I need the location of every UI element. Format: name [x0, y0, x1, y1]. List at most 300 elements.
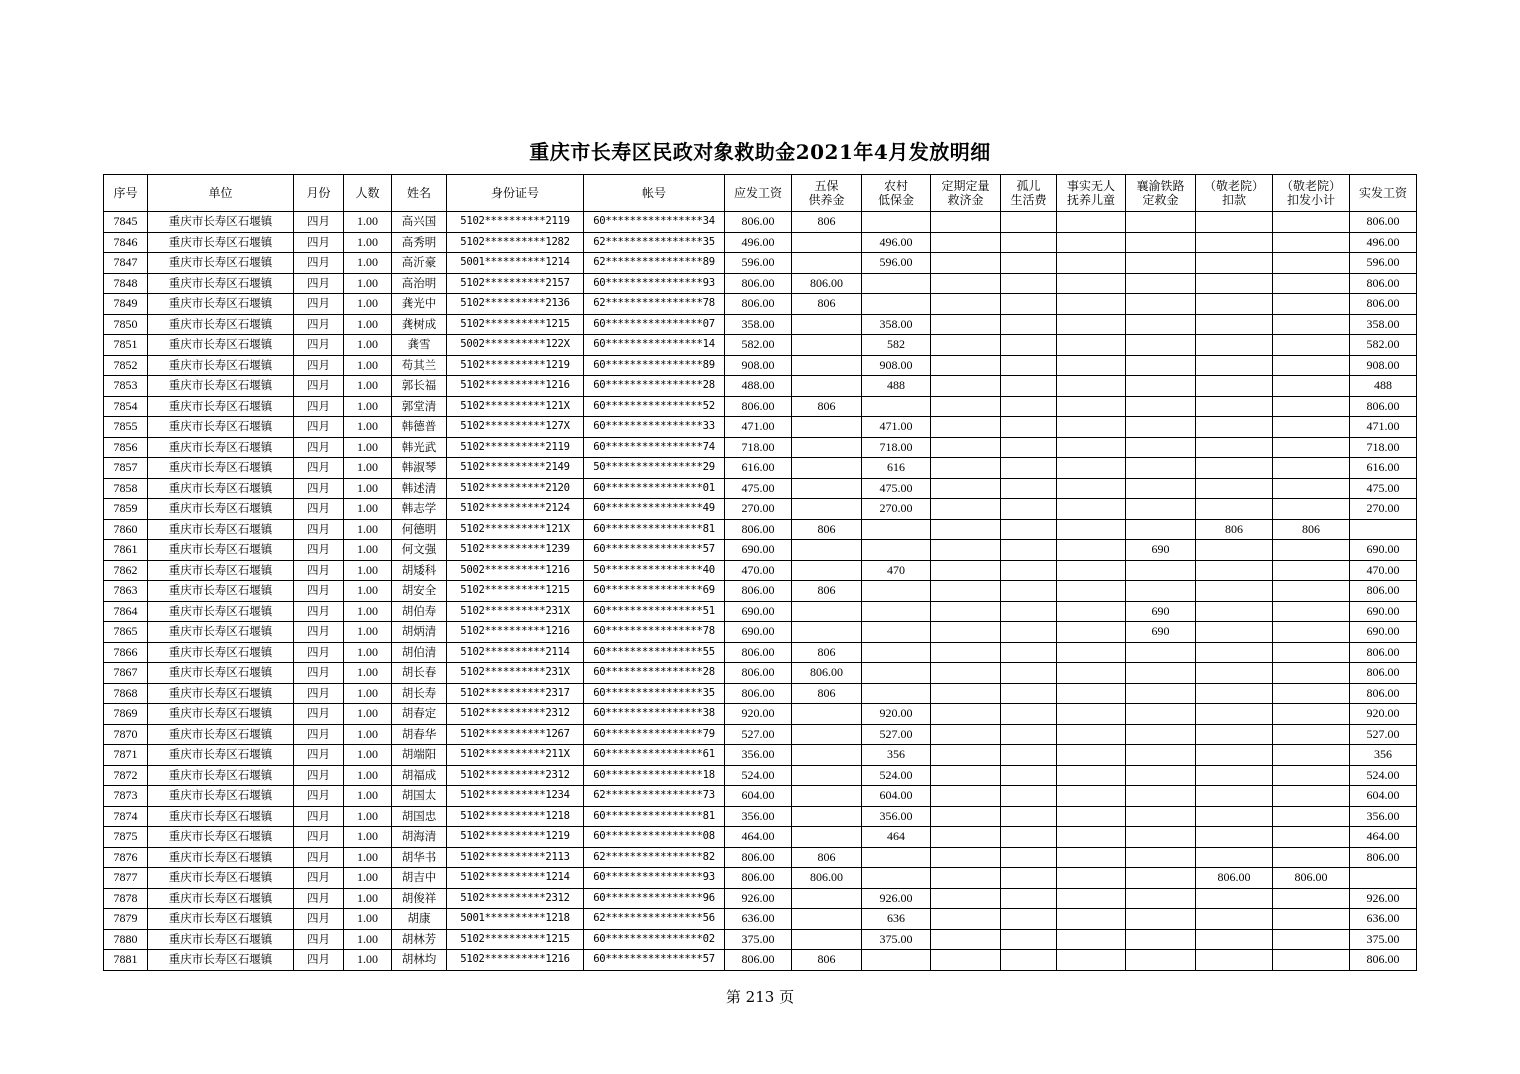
table-cell: 488	[862, 376, 931, 397]
table-cell: 1.00	[344, 847, 392, 868]
table-cell	[1273, 827, 1350, 848]
table-cell	[862, 212, 931, 233]
column-header	[584, 175, 725, 212]
table-cell: 胡国太	[392, 786, 447, 807]
table-cell: 重庆市长寿区石堰镇	[148, 499, 294, 520]
table-row	[104, 806, 1417, 827]
table-cell: 胡端阳	[392, 745, 447, 766]
column-header-line1: 襄渝铁路	[1136, 179, 1185, 193]
table-cell	[1126, 519, 1196, 540]
table-row	[104, 273, 1417, 294]
table-cell	[1057, 888, 1126, 909]
column-header	[1196, 175, 1273, 212]
table-row	[104, 704, 1417, 725]
table-row	[104, 540, 1417, 561]
table-cell	[862, 642, 931, 663]
table-cell	[1126, 847, 1196, 868]
table-cell	[1126, 683, 1196, 704]
table-cell: 1.00	[344, 376, 392, 397]
table-cell: 926.00	[725, 888, 792, 909]
table-cell: 471.00	[1350, 417, 1417, 438]
table-cell	[931, 683, 1001, 704]
column-header	[1057, 175, 1126, 212]
table-cell	[1273, 212, 1350, 233]
table-cell: 高秀明	[392, 232, 447, 253]
table-cell: 7879	[104, 909, 148, 930]
table-cell	[931, 704, 1001, 725]
table-cell: 5102**********1219	[447, 355, 584, 376]
table-cell: 四月	[294, 376, 344, 397]
table-cell: 7876	[104, 847, 148, 868]
column-header-line1: 五保	[814, 179, 839, 193]
table-cell	[1196, 376, 1273, 397]
table-cell: 464	[862, 827, 931, 848]
table-cell: 5102**********231X	[447, 601, 584, 622]
table-cell	[1057, 663, 1126, 684]
table-cell: 7856	[104, 437, 148, 458]
column-header	[344, 175, 392, 212]
table-cell	[1273, 622, 1350, 643]
table-cell: 1.00	[344, 478, 392, 499]
table-cell	[1057, 314, 1126, 335]
table-cell	[1196, 478, 1273, 499]
table-cell	[1001, 909, 1057, 930]
table-cell	[1273, 909, 1350, 930]
table-cell: 582	[862, 335, 931, 356]
table-cell: 四月	[294, 622, 344, 643]
table-cell: 重庆市长寿区石堰镇	[148, 847, 294, 868]
table-cell	[1001, 581, 1057, 602]
column-header-line2: 扣款	[1221, 193, 1246, 207]
table-cell	[1057, 273, 1126, 294]
table-cell: 356	[1350, 745, 1417, 766]
table-cell: 806	[792, 950, 862, 971]
table-cell	[1196, 663, 1273, 684]
table-cell	[1273, 581, 1350, 602]
table-cell: 5102**********1216	[447, 622, 584, 643]
table-cell	[862, 622, 931, 643]
table-cell: 7870	[104, 724, 148, 745]
table-cell	[1196, 540, 1273, 561]
table-cell	[1126, 806, 1196, 827]
column-header-line2: 扣发小计	[1286, 193, 1335, 207]
table-cell	[1001, 294, 1057, 315]
column-header-line1: 事实无人	[1066, 179, 1115, 193]
table-cell	[1001, 232, 1057, 253]
table-cell	[792, 601, 862, 622]
table-cell	[1196, 929, 1273, 950]
table-cell: 胡春华	[392, 724, 447, 745]
table-cell: 806.00	[792, 868, 862, 889]
table-cell	[792, 232, 862, 253]
table-cell: 四月	[294, 294, 344, 315]
table-cell: 636.00	[1350, 909, 1417, 930]
table-cell: 806	[1196, 519, 1273, 540]
table-cell: 胡福成	[392, 765, 447, 786]
table-cell: 60****************96	[584, 888, 725, 909]
table-cell	[931, 663, 1001, 684]
table-cell: 四月	[294, 868, 344, 889]
table-cell	[1350, 868, 1417, 889]
table-cell	[1196, 417, 1273, 438]
table-cell	[1196, 642, 1273, 663]
table-cell: 356.00	[862, 806, 931, 827]
table-cell: 60****************08	[584, 827, 725, 848]
table-cell: 60****************57	[584, 540, 725, 561]
table-row	[104, 909, 1417, 930]
table-cell: 5102**********121X	[447, 396, 584, 417]
column-header-line1: （敬老院）	[1203, 179, 1264, 193]
table-cell	[1057, 622, 1126, 643]
table-cell: 1.00	[344, 745, 392, 766]
table-row	[104, 232, 1417, 253]
table-cell: 356	[862, 745, 931, 766]
table-cell	[1126, 560, 1196, 581]
table-cell: 60****************18	[584, 765, 725, 786]
table-cell: 重庆市长寿区石堰镇	[148, 745, 294, 766]
table-cell	[1196, 765, 1273, 786]
table-cell: 5002**********122X	[447, 335, 584, 356]
table-cell: 重庆市长寿区石堰镇	[148, 663, 294, 684]
table-cell: 524.00	[1350, 765, 1417, 786]
table-cell	[1273, 376, 1350, 397]
table-cell: 806.00	[1350, 212, 1417, 233]
table-row	[104, 499, 1417, 520]
table-cell: 四月	[294, 929, 344, 950]
table-cell: 60****************79	[584, 724, 725, 745]
column-header-line1: 帐号	[641, 186, 666, 200]
table-cell: 60****************93	[584, 868, 725, 889]
column-header	[392, 175, 447, 212]
table-cell	[792, 622, 862, 643]
table-cell	[1001, 888, 1057, 909]
table-cell: 重庆市长寿区石堰镇	[148, 950, 294, 971]
table-cell: 690.00	[1350, 540, 1417, 561]
table-row	[104, 663, 1417, 684]
table-cell: 重庆市长寿区石堰镇	[148, 314, 294, 335]
table-cell	[1001, 642, 1057, 663]
table-cell	[1196, 909, 1273, 930]
table-cell: 5102**********1239	[447, 540, 584, 561]
table-cell	[1126, 724, 1196, 745]
table-cell: 496.00	[862, 232, 931, 253]
table-cell	[1196, 253, 1273, 274]
table-cell	[1273, 663, 1350, 684]
table-cell	[931, 232, 1001, 253]
column-header-line1: 定期定量	[941, 179, 990, 193]
table-cell	[931, 478, 1001, 499]
table-cell: 1.00	[344, 827, 392, 848]
table-cell	[931, 827, 1001, 848]
table-cell	[1057, 827, 1126, 848]
table-cell	[931, 335, 1001, 356]
table-cell: 806.00	[792, 273, 862, 294]
table-cell: 5102**********2124	[447, 499, 584, 520]
table-cell: 胡康	[392, 909, 447, 930]
table-cell: 806	[792, 581, 862, 602]
table-cell	[1126, 376, 1196, 397]
table-row	[104, 724, 1417, 745]
table-cell: 5102**********2149	[447, 458, 584, 479]
table-cell: 636.00	[725, 909, 792, 930]
table-cell: 重庆市长寿区石堰镇	[148, 253, 294, 274]
table-cell: 重庆市长寿区石堰镇	[148, 929, 294, 950]
table-cell: 920.00	[1350, 704, 1417, 725]
page-number: 213	[745, 988, 775, 1006]
table-cell	[1273, 806, 1350, 827]
table-cell: 582.00	[725, 335, 792, 356]
table-cell	[1273, 704, 1350, 725]
table-cell: 471.00	[862, 417, 931, 438]
table-cell	[1057, 581, 1126, 602]
table-cell	[1057, 417, 1126, 438]
table-cell: 60****************28	[584, 376, 725, 397]
table-cell: 5102**********2136	[447, 294, 584, 315]
table-cell: 60****************52	[584, 396, 725, 417]
table-cell: 616.00	[1350, 458, 1417, 479]
table-row	[104, 745, 1417, 766]
table-cell: 806.00	[1350, 950, 1417, 971]
table-cell: 616.00	[725, 458, 792, 479]
table-cell: 62****************89	[584, 253, 725, 274]
table-cell	[1273, 314, 1350, 335]
table-cell	[1001, 950, 1057, 971]
table-cell: 5102**********121X	[447, 519, 584, 540]
table-cell: 806.00	[725, 396, 792, 417]
table-cell	[1196, 622, 1273, 643]
table-cell: 60****************74	[584, 437, 725, 458]
table-cell: 5102**********2114	[447, 642, 584, 663]
table-cell: 重庆市长寿区石堰镇	[148, 376, 294, 397]
table-cell: 806.00	[1196, 868, 1273, 889]
table-cell: 7877	[104, 868, 148, 889]
table-cell: 358.00	[862, 314, 931, 335]
table-cell: 62****************35	[584, 232, 725, 253]
table-cell: 7867	[104, 663, 148, 684]
table-cell: 7858	[104, 478, 148, 499]
table-cell: 7869	[104, 704, 148, 725]
table-cell: 270.00	[1350, 499, 1417, 520]
table-cell	[931, 868, 1001, 889]
table-cell: 527.00	[862, 724, 931, 745]
table-cell: 1.00	[344, 417, 392, 438]
table-cell: 7864	[104, 601, 148, 622]
table-cell	[1057, 499, 1126, 520]
table-cell: 重庆市长寿区石堰镇	[148, 642, 294, 663]
table-cell	[931, 212, 1001, 233]
table-cell: 四月	[294, 909, 344, 930]
table-cell: 1.00	[344, 806, 392, 827]
table-row	[104, 314, 1417, 335]
table-cell	[1057, 355, 1126, 376]
table-cell: 1.00	[344, 581, 392, 602]
table-cell	[1001, 929, 1057, 950]
table-cell	[1001, 663, 1057, 684]
table-cell: 郭堂清	[392, 396, 447, 417]
column-header-line1: 应发工资	[733, 186, 782, 200]
table-cell: 胡吉中	[392, 868, 447, 889]
table-cell	[931, 437, 1001, 458]
table-cell	[792, 478, 862, 499]
table-cell: 908.00	[725, 355, 792, 376]
table-cell: 胡国忠	[392, 806, 447, 827]
table-cell: 718.00	[1350, 437, 1417, 458]
table-cell: 重庆市长寿区石堰镇	[148, 581, 294, 602]
table-cell	[1126, 458, 1196, 479]
table-cell: 806.00	[725, 581, 792, 602]
table-cell: 重庆市长寿区石堰镇	[148, 458, 294, 479]
column-header-line1: 身份证号	[490, 186, 539, 200]
table-cell: 7872	[104, 765, 148, 786]
table-cell: 806.00	[725, 663, 792, 684]
table-cell: 5102**********127X	[447, 417, 584, 438]
table-cell: 356.00	[725, 745, 792, 766]
table-cell: 270.00	[862, 499, 931, 520]
table-cell: 488	[1350, 376, 1417, 397]
table-cell	[1057, 909, 1126, 930]
table-cell	[1001, 704, 1057, 725]
table-cell: 1.00	[344, 335, 392, 356]
table-cell: 胡矮科	[392, 560, 447, 581]
table-cell	[792, 335, 862, 356]
table-cell	[1126, 581, 1196, 602]
table-cell	[1057, 704, 1126, 725]
table-cell: 高兴国	[392, 212, 447, 233]
table-cell: 60****************81	[584, 519, 725, 540]
table-cell: 604.00	[1350, 786, 1417, 807]
table-cell: 胡林芳	[392, 929, 447, 950]
table-cell	[1196, 273, 1273, 294]
table-cell: 806	[1273, 519, 1350, 540]
table-cell: 高沂豪	[392, 253, 447, 274]
table-cell	[792, 909, 862, 930]
table-cell: 7848	[104, 273, 148, 294]
table-row	[104, 847, 1417, 868]
table-cell: 胡林均	[392, 950, 447, 971]
column-header-line1: 孤儿	[1016, 179, 1041, 193]
column-header-line2: 供养金	[808, 193, 845, 207]
table-cell	[1001, 601, 1057, 622]
table-cell: 806.00	[725, 273, 792, 294]
table-cell: 7875	[104, 827, 148, 848]
table-row	[104, 478, 1417, 499]
table-cell: 636	[862, 909, 931, 930]
table-row	[104, 642, 1417, 663]
table-cell	[1126, 765, 1196, 786]
table-cell: 7854	[104, 396, 148, 417]
table-cell: 471.00	[725, 417, 792, 438]
table-cell: 806	[792, 683, 862, 704]
table-cell: 7861	[104, 540, 148, 561]
table-cell	[1273, 745, 1350, 766]
table-cell	[1001, 724, 1057, 745]
table-cell: 920.00	[862, 704, 931, 725]
table-cell: 5102**********2312	[447, 704, 584, 725]
table-cell	[1057, 868, 1126, 889]
table-cell	[1196, 396, 1273, 417]
table-cell: 527.00	[725, 724, 792, 745]
table-cell: 60****************07	[584, 314, 725, 335]
table-cell	[1196, 314, 1273, 335]
table-cell	[931, 724, 1001, 745]
table-cell: 1.00	[344, 519, 392, 540]
table-cell	[1001, 540, 1057, 561]
table-cell	[1273, 765, 1350, 786]
table-cell	[1196, 499, 1273, 520]
table-cell: 重庆市长寿区石堰镇	[148, 417, 294, 438]
table-cell	[931, 847, 1001, 868]
table-row	[104, 601, 1417, 622]
table-cell: 464.00	[1350, 827, 1417, 848]
table-cell: 7874	[104, 806, 148, 827]
table-cell	[1057, 540, 1126, 561]
table-cell: 5102**********1267	[447, 724, 584, 745]
table-cell: 375.00	[862, 929, 931, 950]
footer-prefix: 第	[725, 988, 741, 1006]
table-cell: 重庆市长寿区石堰镇	[148, 335, 294, 356]
table-cell	[1126, 929, 1196, 950]
table-cell: 四月	[294, 745, 344, 766]
table-cell: 四月	[294, 581, 344, 602]
table-cell: 四月	[294, 806, 344, 827]
table-row	[104, 786, 1417, 807]
table-cell	[792, 560, 862, 581]
table-cell: 重庆市长寿区石堰镇	[148, 765, 294, 786]
table-cell: 5102**********1219	[447, 827, 584, 848]
table-cell: 重庆市长寿区石堰镇	[148, 786, 294, 807]
table-cell: 重庆市长寿区石堰镇	[148, 437, 294, 458]
column-header	[104, 175, 148, 212]
table-cell: 806.00	[725, 868, 792, 889]
table-cell: 356.00	[1350, 806, 1417, 827]
table-cell: 5102**********2119	[447, 437, 584, 458]
table-cell	[1273, 335, 1350, 356]
table-row	[104, 827, 1417, 848]
table-cell	[931, 396, 1001, 417]
column-header-line1: 月份	[306, 186, 331, 200]
table-cell: 重庆市长寿区石堰镇	[148, 683, 294, 704]
table-cell: 358.00	[1350, 314, 1417, 335]
table-cell: 7859	[104, 499, 148, 520]
table-cell	[931, 765, 1001, 786]
table-cell: 5102**********2312	[447, 765, 584, 786]
table-cell: 龚光中	[392, 294, 447, 315]
table-row	[104, 376, 1417, 397]
table-cell: 四月	[294, 827, 344, 848]
table-cell: 胡安全	[392, 581, 447, 602]
column-header-line2: 定救金	[1142, 193, 1179, 207]
table-cell: 1.00	[344, 212, 392, 233]
table-cell: 胡俊祥	[392, 888, 447, 909]
table-cell	[1273, 396, 1350, 417]
table-cell	[1001, 786, 1057, 807]
table-cell: 1.00	[344, 663, 392, 684]
table-cell: 1.00	[344, 253, 392, 274]
table-cell: 920.00	[725, 704, 792, 725]
column-header-line1: 实发工资	[1358, 186, 1407, 200]
table-cell: 5102**********1216	[447, 950, 584, 971]
table-cell: 胡华书	[392, 847, 447, 868]
table-cell: 806.00	[1350, 642, 1417, 663]
table-cell: 60****************69	[584, 581, 725, 602]
table-cell	[862, 868, 931, 889]
table-cell: 1.00	[344, 929, 392, 950]
table-cell	[1001, 458, 1057, 479]
table-cell: 60****************81	[584, 806, 725, 827]
table-cell: 270.00	[725, 499, 792, 520]
column-header-line1: 序号	[113, 186, 138, 200]
table-cell	[1001, 335, 1057, 356]
